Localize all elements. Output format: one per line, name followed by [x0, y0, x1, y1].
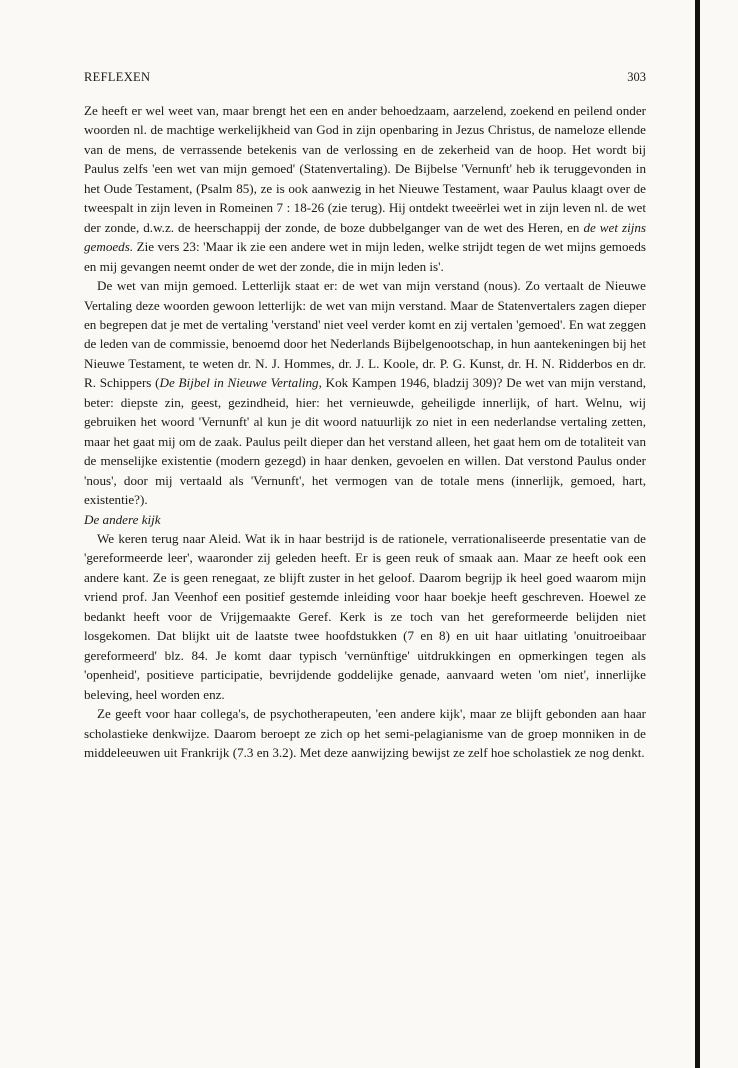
paragraph: Ze geeft voor haar collega's, de psychotherapeuten, 'een andere kijk', maar ze blijft gebonden aan haar scholastieke denkwijze. Daarom beroept ze zich op het semi-pelagianisme van de groep monniken in de middeleeuwen uit Frankrijk (7.3 en 3.2). Met deze aanwijzing bewijst ze zelf hoe scholastiek ze nog denkt. — [84, 706, 646, 760]
page-number: 303 — [627, 70, 646, 84]
body-text — [84, 101, 646, 762]
paragraph-text: Zie vers 23: 'Maar ik zie een andere wet in mijn leden, welke strijdt tegen de wet mijns gemoeds en mij gevangen neemt onder de wet der zonde, die in mijn leden is'. — [84, 239, 646, 274]
italic-text: De Bijbel in Nieuwe Vertaling, — [159, 375, 322, 391]
binding-edge — [695, 0, 700, 1068]
paragraph-text: Kok Kampen 1946, bladzij 309)? De wet van mijn verstand, beter: diepste zin, geest, gezindheid, hier: het vernieuwde, geheiligde innerlijk, of hart. Welnu, wij gebruiken het woord 'Vernunft' al kun je dit woord natuurlijk zo niet in een nederlandse vertaling zetten, maar het gaat mij om de zaak. Paulus peilt dieper dan het verstand alleen, het gaat hem om de totaliteit van de menselijke existentie (modern gezegd) in haar denken, gevoelen en willen. Dat verstond Paulus onder 'nous', door mij vertaald als 'Vernunft', het vermogen van de totale mens (innerlijk, gemoed, hart, existentie?). — [84, 375, 646, 508]
paragraph: We keren terug naar Aleid. Wat ik in haar bestrijd is de rationele, verrationaliseerde presentatie van de 'gereformeerde leer', waaronder zij geleden heeft. Er is geen reuk of smaak aan. Maar ze heeft ook een andere kant. Ze is geen renegaat, ze blijft zuster in het geloof. Daarom begrijp ik heel goed waarom mijn vriend prof. Jan Veenhof een positief gestemde inleiding voor haar boekje heeft geschreven. Hoewel ze bedankt heeft voor de Vrijgemaakte Geref. Kerk is ze toch van het gereformeerde belijden niet losgekomen. Dat blijkt uit de laatste twee hoofdstukken (7 en 8) en uit haar uitlating 'onuitroeibaar gereformeerd' blz. 84. Je komt daar typisch 'vernünftige' uitdrukkingen en opmerkingen tegen als 'openheid', positieve participatie, bevrijdende goddelijke genade, aanvaard weten 'om niet', innerlijke beleving, heel worden enz. — [84, 530, 646, 702]
paragraph-text: De wet van mijn gemoed. Letterlijk staat er: de wet van mijn verstand (nous). Zo vertaalt de Nieuwe Vertaling deze woorden gewoon letterlijk: de wet van mijn verstand. Maar de Statenvertalers zagen dieper en begrepen dat je met de vertaling 'verstand' niet veel verder komt en zij vertalen 'gemoed'. En wat zeggen de leden van de commissie, benoemd door het Nederlands Bijbelgenootschap, in hun aantekeningen bij het Nieuwe Testament, te weten dr. N. J. Hommes, dr. J. L. Koole, dr. P. G. Kunst, dr. H. N. Ridderbos en dr. R. Schippers ( — [84, 278, 646, 391]
paragraph — [84, 101, 646, 276]
italic-text: de wet zijns gemoeds. — [84, 219, 646, 255]
paragraph — [84, 276, 646, 509]
running-header — [84, 70, 646, 90]
section-heading: De andere kijk — [84, 511, 161, 527]
paragraph-text: Ze heeft er wel weet van, maar brengt het een en ander behoedzaam, aarzelend, zoekend en peilend onder woorden nl. de machtige werkelijkheid van God in zijn openbaring in Jezus Christus, de nameloze ellende van de mens, de verrassende betekenis van de verlossing en de zekerheid van de hoop. Het wordt bij Paulus zelfs 'een wet van mijn gemoed' (Statenvertaling). De Bijbelse 'Vernunft' heb ik teruggevonden in het Oude Testament, (Psalm 85), ze is ook aanwezig in het Nieuwe Testament, waar Paulus klaagt over de tweespalt in zijn leven in Romeinen 7 : 18-26 (zie terug). Hij ontdekt tweeërlei wet in zijn leven nl. de wet der zonde, d.w.z. de heerschappij der zonde, de boze dubbelganger van de wet des Heren, en — [84, 103, 646, 235]
running-title: REFLEXEN — [84, 70, 151, 84]
